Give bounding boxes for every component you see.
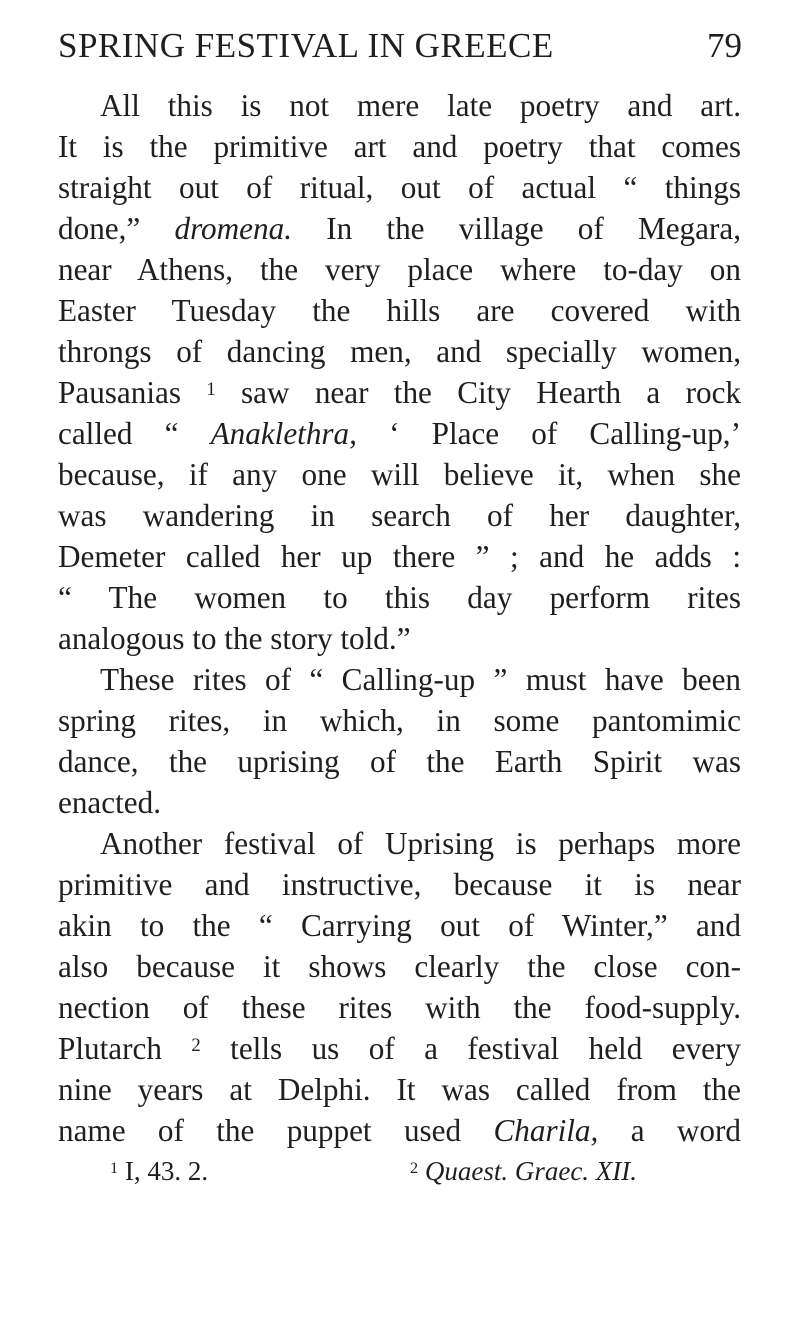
text-span: straight out of ritual, out of actual “ things	[58, 170, 741, 205]
text-span: near Athens, the very place where to-day on	[58, 252, 741, 287]
text-span: akin to the “ Carrying out of Winter,” and	[58, 908, 741, 943]
text-span: called “	[58, 416, 211, 451]
text-span: spring rites, in which, in some pantomimic	[58, 703, 741, 738]
text-span: Pausanias	[58, 375, 207, 410]
text-span: Plutarch	[58, 1031, 192, 1066]
text-span: tells us of a festival held every	[200, 1031, 742, 1066]
footnote-ref: 2	[191, 1034, 201, 1056]
text-span: It is the primitive art and poetry that comes	[58, 129, 741, 164]
footnote-marker: 1	[110, 1158, 119, 1177]
text-span: Another festival of Uprising is perhaps more	[100, 826, 741, 861]
text-span: dance, the uprising of the Earth Spirit was	[58, 744, 741, 779]
text-span: “ The women to this day perform rites	[58, 580, 741, 615]
footnote-2	[410, 1153, 637, 1189]
text-span: name of the puppet used	[58, 1113, 494, 1148]
text-span: These rites of “ Calling-up ” must have been	[100, 662, 741, 697]
text-span: a word	[598, 1113, 741, 1148]
text-span: In the village of Megara,	[292, 211, 742, 246]
footnote-marker: 2	[410, 1158, 419, 1177]
text-span: nection of these rites with the food-supply.	[58, 990, 741, 1025]
footnote-ref: 1	[206, 378, 216, 400]
text-span: was wandering in search of her daughter,	[58, 498, 741, 533]
text-span: throngs of dancing men, and specially women,	[58, 334, 741, 369]
footnote-text: Quaest. Graec. XII.	[418, 1156, 638, 1186]
italic-term: Anaklethra,	[210, 416, 357, 451]
text-span: ‘ Place of Calling-up,’	[356, 416, 741, 451]
text-span: also because it shows clearly the close con-	[58, 949, 741, 984]
text-span: Demeter called her up there ” ; and he adds :	[58, 539, 741, 574]
italic-term: Charila,	[493, 1113, 599, 1148]
text-span: nine years at Delphi. It was called from the	[58, 1072, 741, 1107]
text-span: primitive and instructive, because it is near	[58, 867, 741, 902]
italic-term: dromena.	[174, 211, 293, 246]
text-span: Easter Tuesday the hills are covered with	[58, 293, 741, 328]
text-span: All this is not mere late poetry and art.	[100, 88, 741, 123]
text-span: done,”	[58, 211, 175, 246]
running-head: SPRING FESTIVAL IN GREECE	[58, 26, 554, 65]
page-number: 79	[707, 26, 742, 65]
footnote-1	[110, 1153, 208, 1189]
text-span: enacted.	[58, 785, 162, 820]
text-span: analogous to the story told.”	[58, 621, 411, 656]
footnote-text: I, 43. 2.	[118, 1156, 209, 1186]
text-span: because, if any one will believe it, when she	[58, 457, 741, 492]
text-span: saw near the City Hearth a rock	[215, 375, 742, 410]
